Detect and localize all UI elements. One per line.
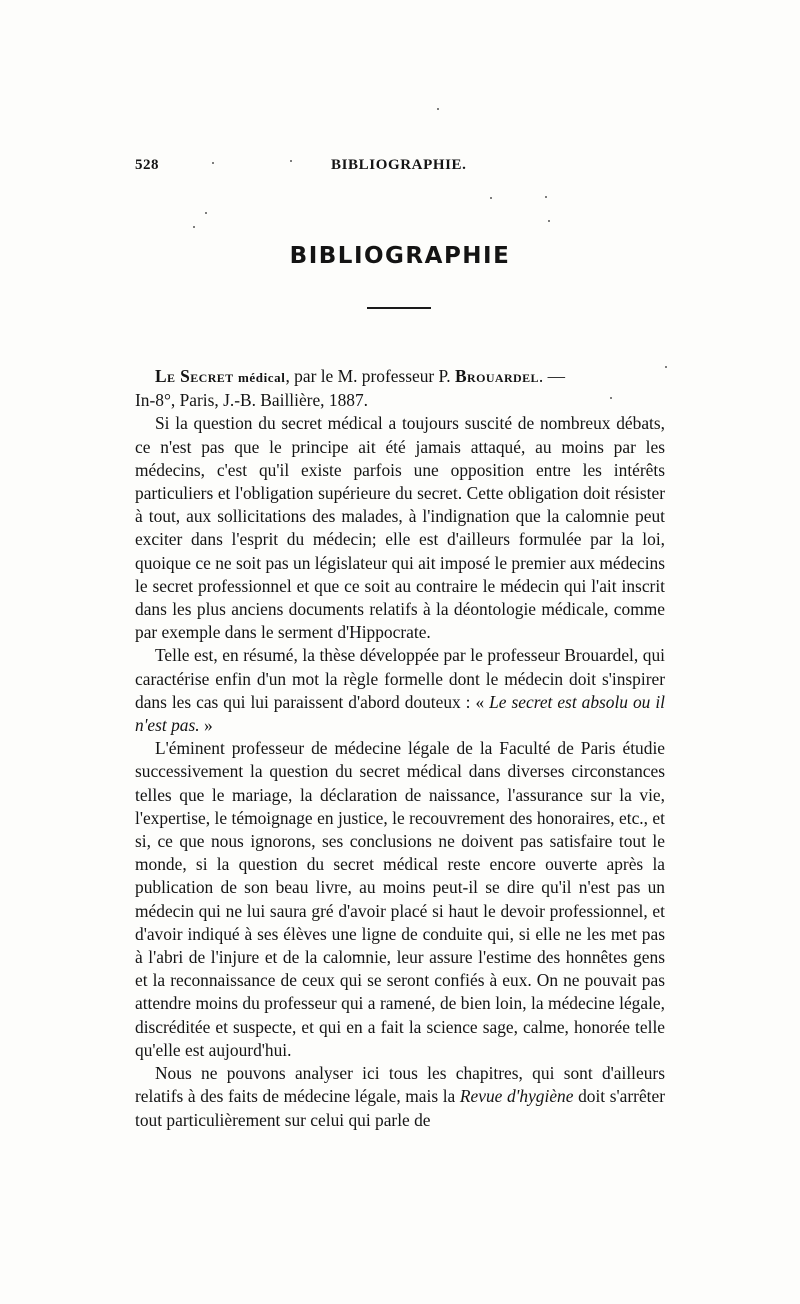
paragraph-4-rest: doit s'arrêter tout particulièrement sur celui qui parle de (135, 1086, 665, 1130)
print-speck (665, 366, 667, 368)
print-speck (193, 226, 195, 228)
paragraph-2-text: Telle est, en résumé, la thèse développée par le professeur Brouardel, qui caractérise enfin d'un mot la règle formelle dont le médecin doit s'inspirer dans les cas qui lui paraissent d'abord douteux : « (135, 645, 665, 712)
print-speck (205, 212, 207, 214)
title-rule (367, 307, 431, 309)
running-title: BIBLIOGRAPHIE. (331, 157, 467, 173)
paragraph-1: Si la question du secret médical a toujours suscité de nombreux débats, ce n'est pas que le principe ait été jamais attaqué, au moins par les médecins, c'est qu'il existe parfois une opposition entre les intérêts particuliers et l'obligation supérieure du secret. Cette obligation doit résister à tout, aux sollicitations des malades, à l'indignation que la calomnie peut exciter dans l'esprit du médecin; elle est d'ailleurs formulée par la loi, quoique ce ne soit pas un législateur qui ait imposé le premier aux médecins le secret professionnel et que ce soit au contraire le médecin qui l'ait inscrit dans les plus anciens documents relatifs à la déontologie médicale, comme par exemple dans le serment d'Hippocrate. (135, 413, 665, 643)
print-speck (490, 197, 492, 199)
print-speck (437, 108, 439, 110)
print-speck (548, 220, 550, 222)
page-title: BIBLIOGRAPHIE (289, 243, 511, 269)
citation-author: Brouardel (455, 366, 539, 386)
paragraph-4-journal: Revue d'hygiène (459, 1086, 574, 1107)
paragraph-2-quote: Le secret est absolu ou il n'est pas. (135, 691, 665, 736)
citation-dash: . — (538, 366, 565, 386)
paragraph-4-text: Nous ne pouvons analyser ici tous les chapitres, qui sont d'ailleurs relatifs à des faits de médecine légale, mais la (135, 1063, 665, 1107)
print-speck (545, 196, 547, 198)
paragraph-2-close: » (199, 715, 213, 736)
citation-by: , par le M. professeur P. (285, 366, 451, 386)
paragraph-3: L'éminent professeur de médecine légale de la Faculté de Paris étudie successivement la question du secret médical dans diverses circonstances telles que le mariage, la déclaration de naissance, l'assurance sur la vie, l'expertise, le témoignage en justice, le recouvrement des honoraires, etc., et si, ce que nous ignorons, ses conclusions ne doivent pas satisfaire tout le monde, si la question du secret médical reste encore ouverte après la publication de son beau livre, au moins peut-il se dire qu'il n'est pas un médecin qui ne lui saura gré d'avoir placé si haut le devoir professionnel, et d'avoir indiqué à ses élèves une ligne de conduite qui, si elle ne les met pas à l'abri de l'injure et de la calomnie, leur assure l'estime des honnêtes gens et la reconnaissance de ceux qui se seront confiés à eux. On ne pouvait pas attendre moins du professeur qui a ramené, de bien loin, la médecine légale, discréditée et suspecte, et qui en a fait la science sage, calme, honorée telle qu'elle est aujourd'hui. (135, 738, 665, 1060)
print-speck (610, 397, 612, 399)
paragraph-4 (135, 1062, 665, 1132)
print-speck (290, 160, 292, 162)
book-citation (135, 365, 665, 412)
page-number: 528 (135, 157, 159, 173)
print-speck (212, 162, 214, 164)
running-header (135, 157, 663, 181)
citation-title-2: médical (237, 370, 286, 385)
citation-details: In-8°, Paris, J.-B. Baillière, 1887. (135, 390, 368, 411)
body-text (135, 365, 665, 1132)
citation-title-1: Le Secret (155, 366, 234, 386)
paragraph-2 (135, 644, 665, 737)
